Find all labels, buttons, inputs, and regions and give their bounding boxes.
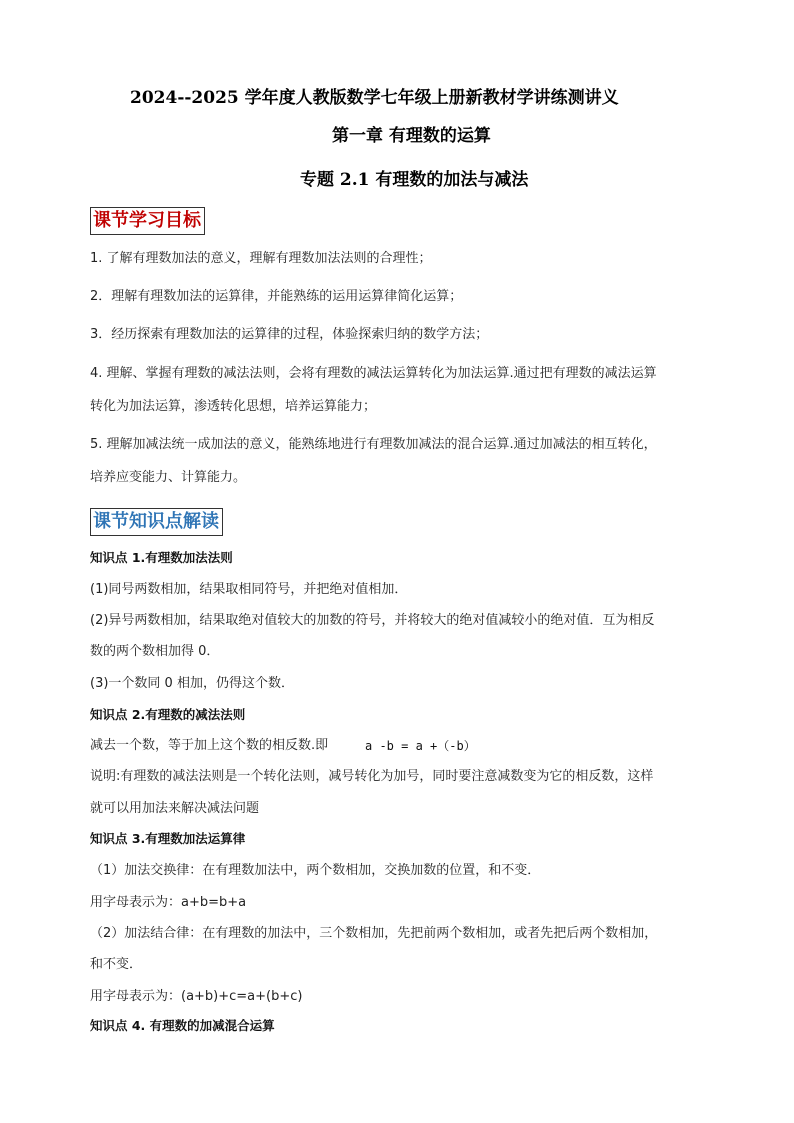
kp3-line-1: （1）加法交换律：在有理数加法中，两个数相加，交换加数的位置，和不变． (90, 863, 541, 878)
objective-item-4-cont: 转化为加法运算，渗透转化思想，培养运算能力； (90, 399, 377, 414)
kp3-line-5: 用字母表示为：(a+b)+c=a+(b+c) (90, 989, 303, 1004)
kp2-line-3: 就可以用加法来解决减法问题 (90, 801, 260, 816)
kp3-line-2: 用字母表示为：a+b=b+a (90, 895, 247, 910)
kp2-formula: a -b = a +（-b） (365, 739, 476, 753)
objectives-heading: 课节学习目标 (90, 207, 205, 235)
objective-item-3: 3．经历探索有理数加法的运算律的过程，体验探索归纳的数学方法； (90, 327, 489, 342)
kp3-title: 知识点 3.有理数加法运算律 (90, 831, 246, 846)
kp1-line-1: (1)同号两数相加，结果取相同符号，并把绝对值相加． (90, 582, 408, 597)
kp1-line-3: 数的两个数相加得 0． (90, 644, 220, 659)
kp3-line-3: （2）加法结合律：在有理数的加法中，三个数相加，先把前两个数相加，或者先把后两个数相加， (90, 926, 658, 941)
objective-item-5: 5. 理解加减法统一成加法的意义，能熟练地进行有理数加减法的混合运算.通过加减法的相互转化， (90, 437, 657, 452)
chapter-title: 第一章 有理数的运算 (332, 126, 491, 146)
kp1-line-4: (3)一个数同 0 相加，仍得这个数． (90, 676, 294, 691)
topic-title: 专题 2.1 有理数的加法与减法 (300, 170, 529, 190)
kp1-line-2: (2)异号两数相加，结果取绝对值较大的加数的符号，并将较大的绝对值减较小的绝对值．互为相反 (90, 613, 655, 628)
objective-item-4: 4. 理解、掌握有理数的减法法则，会将有理数的减法运算转化为加法运算.通过把有理数的减法运算 (90, 366, 657, 381)
objective-item-5-cont: 培养应变能力、计算能力。 (90, 470, 247, 485)
kp2-line-2: 说明:有理数的减法法则是一个转化法则，减号转化为加号，同时要注意减数变为它的相反数，这样 (90, 769, 654, 784)
kp1-title: 知识点 1.有理数加法法则 (90, 550, 233, 565)
objective-item-2: 2．理解有理数加法的运算律，并能熟练的运用运算律简化运算； (90, 289, 463, 304)
kp4-title: 知识点 4. 有理数的加减混合运算 (90, 1018, 275, 1033)
knowledge-heading: 课节知识点解读 (90, 508, 223, 536)
document-title: 2024--2025 学年度人教版数学七年级上册新教材学讲练测讲义 (130, 88, 619, 108)
kp3-line-4: 和不变． (90, 957, 143, 972)
objective-item-1: 1. 了解有理数加法的意义，理解有理数加法法则的合理性； (90, 251, 432, 266)
kp2-title: 知识点 2.有理数的减法法则 (90, 707, 246, 722)
kp2-line-1: 减去一个数，等于加上这个数的相反数.即 (90, 738, 329, 753)
